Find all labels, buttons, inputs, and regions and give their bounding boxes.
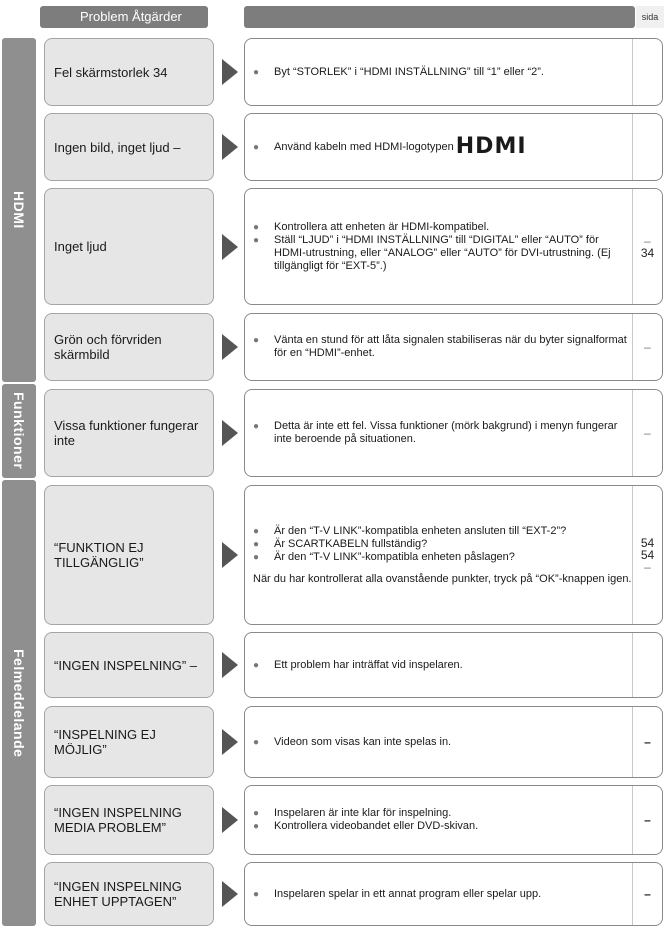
category-felmeddelande bbox=[2, 480, 36, 926]
action-list bbox=[253, 486, 633, 624]
action-text: Är den “T-V LINK”-kompatibla enheten ansluten till “EXT-2”? bbox=[274, 524, 567, 537]
action-list bbox=[253, 863, 633, 925]
arrow-right-icon bbox=[222, 652, 238, 678]
action-text: Inspelaren spelar in ett annat program eller spelar upp. bbox=[274, 887, 542, 900]
action-cell bbox=[244, 632, 663, 698]
page-reference bbox=[633, 786, 662, 854]
action-item bbox=[253, 551, 633, 564]
action-item bbox=[253, 820, 633, 833]
action-cell bbox=[244, 862, 663, 926]
page-reference bbox=[633, 486, 662, 624]
action-text: Inspelaren är inte klar för inspelning. bbox=[274, 807, 452, 819]
category-label: Funktioner bbox=[11, 392, 27, 470]
problem-text: “FUNKTION EJ TILLGÄNGLIG” bbox=[54, 540, 144, 570]
problem-cell bbox=[44, 38, 214, 106]
page-number: – bbox=[644, 887, 651, 901]
action-list bbox=[253, 189, 633, 304]
page-column-header: sida bbox=[636, 6, 664, 28]
problem-cell bbox=[44, 485, 214, 625]
action-cell bbox=[244, 785, 663, 855]
action-item bbox=[253, 234, 633, 273]
action-item bbox=[253, 659, 633, 672]
problem-cell bbox=[44, 862, 214, 926]
arrow-right-icon bbox=[222, 134, 238, 160]
action-cell bbox=[244, 38, 663, 106]
page-reference bbox=[633, 390, 662, 476]
bullet-icon: ● bbox=[253, 888, 260, 900]
bullet-icon: ● bbox=[253, 221, 260, 233]
page-reference bbox=[633, 863, 662, 925]
category-hdmi bbox=[2, 38, 36, 382]
bullet-icon: ● bbox=[253, 808, 260, 819]
action-item bbox=[253, 134, 633, 159]
bullet-icon: ● bbox=[253, 234, 260, 246]
action-cell bbox=[244, 113, 663, 181]
page-reference bbox=[633, 633, 662, 697]
bullet-icon: ● bbox=[253, 736, 260, 748]
problem-cell bbox=[44, 632, 214, 698]
arrow-right-icon bbox=[222, 420, 238, 446]
problem-text: Ingen bild, inget ljud – bbox=[54, 139, 181, 155]
arrow-right-icon bbox=[222, 234, 238, 260]
problem-cell bbox=[44, 706, 214, 778]
bullet-icon: ● bbox=[253, 551, 260, 563]
problem-text: Grön och förvriden skärmbild bbox=[54, 332, 162, 362]
page-reference bbox=[633, 314, 662, 380]
arrow-right-icon bbox=[222, 881, 238, 907]
hdmi-logo: HDMI bbox=[455, 134, 527, 159]
bullet-icon: ● bbox=[253, 659, 260, 671]
action-text: Kontrollera att enheten är HDMI-kompatibel. bbox=[274, 220, 490, 233]
page-number: – bbox=[644, 560, 651, 574]
action-note: När du har kontrollerat alla ovanstående punkter, tryck på “OK”-knappen igen. bbox=[253, 572, 632, 585]
problem-cell bbox=[44, 113, 214, 181]
action-item bbox=[253, 334, 633, 360]
action-text: Vänta en stund för att låta signalen stabiliseras när du byter signalformat för en “HDMI”-enhet. bbox=[274, 334, 627, 359]
action-cell bbox=[244, 706, 663, 778]
arrow-right-icon bbox=[222, 729, 238, 755]
page-number: – bbox=[644, 340, 651, 354]
problem-text: “INGEN INSPELNING MEDIA PROBLEM” bbox=[54, 805, 182, 835]
category-label: Felmeddelande bbox=[11, 648, 27, 758]
bullet-icon: ● bbox=[253, 66, 260, 78]
problem-text: Inget ljud bbox=[54, 239, 107, 254]
arrow-right-icon bbox=[222, 59, 238, 85]
category-funktioner bbox=[2, 384, 36, 478]
page-reference bbox=[633, 189, 662, 304]
action-item bbox=[253, 888, 633, 901]
action-text: Videon som visas kan inte spelas in. bbox=[274, 735, 452, 748]
bullet-icon: ● bbox=[253, 538, 260, 550]
page-number: – bbox=[644, 735, 651, 749]
bullet-icon: ● bbox=[253, 821, 260, 832]
page-reference bbox=[633, 114, 662, 180]
action-text: Detta är inte ett fel. Vissa funktioner (mörk bakgrund) i menyn fungerar inte beroende på situationen. bbox=[274, 420, 618, 445]
action-list bbox=[253, 114, 633, 180]
problem-text: “INGEN INSPELNING” – bbox=[54, 657, 198, 673]
page-reference bbox=[633, 707, 662, 777]
action-cell bbox=[244, 188, 663, 305]
problem-cell bbox=[44, 313, 214, 381]
bullet-icon: ● bbox=[253, 141, 260, 153]
action-text: Ställ “LJUD” i “HDMI INSTÄLLNING” till “DIGITAL” eller “AUTO” för HDMI-utrustning, eller “ANALOG” eller “AUTO” för DVI-utrustning. (Ej tillgängligt för “EXT-5”.) bbox=[274, 233, 611, 272]
action-text: Ett problem har inträffat vid inspelaren. bbox=[274, 658, 463, 671]
action-list bbox=[253, 786, 633, 854]
action-item bbox=[253, 221, 633, 234]
arrow-right-icon bbox=[222, 334, 238, 360]
problem-text: Vissa funktioner fungerar inte bbox=[54, 418, 199, 448]
action-text: Kontrollera videobandet eller DVD-skivan. bbox=[274, 820, 479, 832]
problem-column-header: Problem Åtgärder bbox=[40, 6, 208, 28]
action-list bbox=[253, 39, 633, 105]
action-cell bbox=[244, 313, 663, 381]
action-list bbox=[253, 390, 633, 476]
page-number: 54 bbox=[640, 536, 655, 550]
problem-text: Fel skärmstorlek 34 bbox=[54, 64, 168, 80]
action-list bbox=[253, 707, 633, 777]
action-item bbox=[253, 736, 633, 749]
action-text: Är den “T-V LINK”-kompatibla enheten påslagen? bbox=[274, 550, 515, 563]
action-item bbox=[253, 807, 633, 820]
action-cell bbox=[244, 485, 663, 625]
action-item bbox=[253, 66, 633, 79]
problem-cell bbox=[44, 785, 214, 855]
problem-cell bbox=[44, 389, 214, 477]
bullet-icon: ● bbox=[253, 421, 260, 432]
action-list bbox=[253, 314, 633, 380]
arrow-right-icon bbox=[222, 542, 238, 568]
action-item bbox=[253, 420, 633, 446]
action-item bbox=[253, 525, 633, 538]
action-text: Är SCARTKABELN fullständig? bbox=[274, 537, 428, 550]
category-label: HDMI bbox=[11, 191, 27, 229]
bullet-icon: ● bbox=[253, 525, 260, 537]
action-cell bbox=[244, 389, 663, 477]
problem-text: “INGEN INSPELNING ENHET UPPTAGEN” bbox=[54, 879, 182, 909]
problem-cell bbox=[44, 188, 214, 305]
action-item bbox=[253, 538, 633, 551]
page-number: 34 bbox=[640, 245, 655, 260]
bullet-icon: ● bbox=[253, 335, 260, 346]
page-reference bbox=[633, 39, 662, 105]
problem-text: “INSPELNING EJ MÖJLIG” bbox=[54, 727, 156, 757]
arrow-right-icon bbox=[222, 807, 238, 833]
action-text: Byt “STORLEK” i “HDMI INSTÄLLNING” till “1” eller “2”. bbox=[274, 65, 544, 78]
action-column-header bbox=[244, 6, 635, 28]
page-number: 54 bbox=[640, 548, 655, 562]
action-list bbox=[253, 633, 633, 697]
page-number: – bbox=[644, 233, 651, 248]
page-number: – bbox=[644, 426, 651, 440]
action-text: Använd kabeln med HDMI-logotypen bbox=[274, 140, 454, 153]
page-number: – bbox=[644, 813, 651, 827]
